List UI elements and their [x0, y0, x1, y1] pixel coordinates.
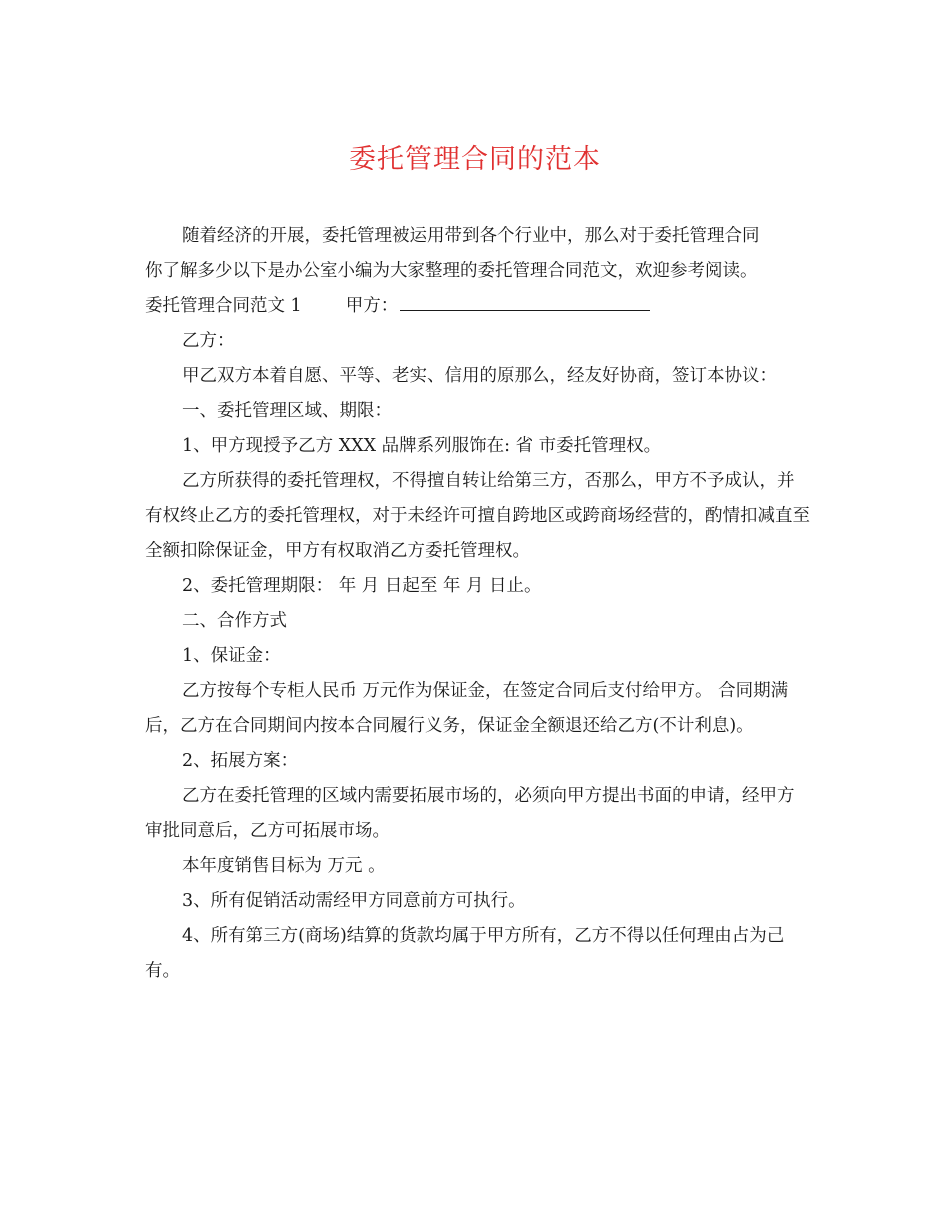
- sample-heading: 委托管理合同范文 1: [145, 296, 302, 316]
- party-b-label: 乙方：: [182, 331, 235, 351]
- document-title: 委托管理合同的范本: [349, 144, 601, 175]
- expand-paragraph: 乙方在委托管理的区域内需要拓展市场的，必须向甲方提出书面的申请，经甲方审批同意后，乙方可拓展市场。: [145, 786, 795, 841]
- principle-paragraph: 甲乙双方本着自愿、平等、老实、信用的原那么，经友好协商，签订本协议：: [182, 366, 777, 386]
- item-2-1: 1、保证金：: [182, 646, 281, 666]
- item-1-1: 1、甲方现授予乙方 XXX 品牌系列服饰在: 省 市委托管理权。: [182, 436, 662, 456]
- section-2-heading: 二、合作方式: [182, 611, 287, 631]
- party-a-label: 甲方：: [345, 296, 399, 316]
- item-2-2: 2、拓展方案：: [182, 751, 299, 771]
- party-a-blank: [400, 290, 650, 311]
- item-2-3: 3、所有促销活动需经甲方同意前方可执行。: [182, 891, 526, 911]
- intro-line-2: 你了解多少以下是办公室小编为大家整理的委托管理合同范文，欢迎参考阅读。: [145, 261, 758, 281]
- transfer-paragraph: 乙方所获得的委托管理权，不得擅自转让给第三方，否那么，甲方不予成认，并有权终止乙方的委托管理权，对于未经许可擅自跨地区或跨商场经营的，酌情扣减直至全额扣除保证金，甲方有权取消乙方委托管理权。: [145, 471, 810, 561]
- item-2-4: 4、所有第三方(商场)结算的货款均属于甲方所有，乙方不得以任何理由占为己有。: [145, 926, 785, 981]
- intro-line-1: 随着经济的开展，委托管理被运用带到各个行业中，那么对于委托管理合同: [182, 226, 760, 246]
- sample-heading-line: [145, 289, 810, 324]
- target-paragraph: 本年度销售目标为 万元 。: [182, 856, 386, 876]
- item-1-2: 2、委托管理期限： 年 月 日起至 年 月 日止。: [182, 576, 542, 596]
- deposit-paragraph: 乙方按每个专柜人民币 万元作为保证金，在签定合同后支付给甲方。 合同期满后，乙方在合同期间内按本合同履行义务，保证金全额退还给乙方(不计利息)。: [145, 681, 789, 736]
- document-body: [145, 219, 810, 989]
- section-1-heading: 一、委托管理区域、期限：: [182, 401, 392, 421]
